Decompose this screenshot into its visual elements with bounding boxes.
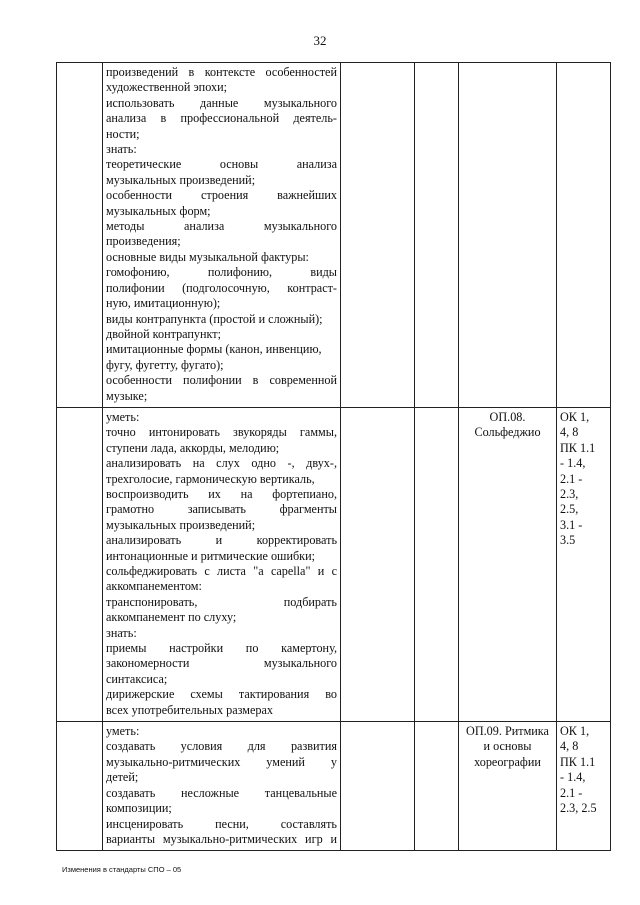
requirement-line: методы анализа музыкального: [106, 219, 337, 234]
discipline-code-line: ОП.08.: [489, 409, 526, 424]
requirement-line: уметь:: [106, 724, 140, 739]
competency-line: 3.5: [560, 533, 576, 548]
requirement-line: детей;: [106, 770, 139, 785]
index-cell: [57, 407, 103, 721]
competency-line: 2.1 -: [560, 785, 583, 800]
requirement-line: уметь:: [106, 409, 140, 424]
competency-line: ОК 1,: [560, 724, 590, 739]
competency-line: 2.1 -: [560, 471, 583, 486]
competency-line: 2.3,: [560, 486, 579, 501]
requirement-line: знать:: [106, 625, 137, 640]
requirement-line: произведения;: [106, 234, 181, 249]
discipline-code-line: ОП.09. Ритмика: [466, 724, 549, 739]
requirement-line: фугу, фугетту, фугато);: [106, 357, 224, 372]
requirement-line: двойной контрапункт;: [106, 326, 222, 341]
requirement-line: композиции;: [106, 801, 172, 816]
requirement-line: музыкальных произведений;: [106, 172, 256, 187]
hours-mandatory-cell: [415, 407, 459, 721]
table-row: [57, 407, 611, 721]
discipline-code-line: Сольфеджио: [474, 425, 541, 440]
requirement-line: анализировать и корректировать: [106, 533, 337, 548]
competencies-cell: [557, 722, 611, 851]
competency-line: 3.1 -: [560, 517, 583, 532]
hours-mandatory-cell: [415, 722, 459, 851]
requirements-cell: [103, 722, 341, 851]
requirement-line: трехголосие, гармоническую вертикаль,: [106, 471, 315, 486]
requirement-line: приемы настройки по камертону,: [106, 641, 337, 656]
competency-table: [56, 62, 611, 851]
requirement-line: транспонировать, подбирать: [106, 594, 337, 609]
requirement-line: музыкальных произведений;: [106, 517, 256, 532]
requirement-line: знать:: [106, 142, 137, 157]
discipline-code-cell: [459, 722, 557, 851]
requirement-line: создавать несложные танцевальные: [106, 785, 337, 800]
competency-line: 2.3, 2.5: [560, 801, 597, 816]
requirement-line: интонационные и ритмические ошибки;: [106, 548, 315, 563]
requirement-line: использовать данные музыкального: [106, 95, 337, 110]
requirement-line: ступени лада, аккорды, мелодию;: [106, 440, 280, 455]
competency-line: 4, 8: [560, 739, 579, 754]
requirement-line: полифонии (подголосочную, контраст-: [106, 280, 337, 295]
discipline-code-line: и основы: [483, 739, 532, 754]
competencies-cell: [557, 407, 611, 721]
requirement-line: художественной эпохи;: [106, 80, 227, 95]
requirement-line: воспроизводить их на фортепиано,: [106, 486, 337, 501]
table-row: [57, 63, 611, 408]
requirement-line: музыкальных форм;: [106, 203, 211, 218]
requirement-line: анализа в профессиональной деятель-: [106, 111, 337, 126]
competency-line: ПК 1.1: [560, 754, 596, 769]
hours-max-cell: [341, 722, 415, 851]
discipline-code-cell: [459, 407, 557, 721]
requirement-line: теоретические основы анализа: [106, 157, 337, 172]
table-row: [57, 722, 611, 851]
requirement-line: синтаксиса;: [106, 671, 168, 686]
competency-line: ОК 1,: [560, 409, 590, 424]
hours-max-cell: [341, 63, 415, 408]
requirement-line: гомофонию, полифонию, виды: [106, 265, 337, 280]
requirement-line: аккомпанементом:: [106, 579, 202, 594]
requirement-line: виды контрапункта (простой и сложный);: [106, 311, 323, 326]
hours-mandatory-cell: [415, 63, 459, 408]
page-number: 32: [313, 33, 327, 48]
hours-max-cell: [341, 407, 415, 721]
requirement-line: точно интонировать звукоряды гаммы,: [106, 425, 337, 440]
index-cell: [57, 722, 103, 851]
requirement-line: ную, имитационную);: [106, 296, 221, 311]
competency-table-container: [56, 62, 610, 846]
requirement-line: грамотно записывать фрагменты: [106, 502, 337, 517]
requirements-cell: [103, 407, 341, 721]
requirement-line: создавать условия для развития: [106, 739, 337, 754]
requirement-line: всех употребительных размерах: [106, 702, 273, 717]
requirement-line: инсценировать песни, составлять: [106, 816, 337, 831]
requirement-line: произведений в контексте особенностей: [106, 65, 337, 79]
competency-line: ПК 1.1: [560, 440, 596, 455]
footer-note: Изменения в стандарты СПО – 05: [62, 865, 182, 874]
requirement-line: музыкально-ритмических умений у: [106, 754, 337, 769]
discipline-code-cell: [459, 63, 557, 408]
index-cell: [57, 63, 103, 408]
requirement-line: варианты музыкально-ритмических игр и: [106, 831, 337, 846]
requirement-line: ности;: [106, 126, 140, 141]
competencies-cell: [557, 63, 611, 408]
competency-line: 4, 8: [560, 425, 579, 440]
discipline-code-line: хореографии: [474, 754, 541, 769]
requirements-cell: [103, 63, 341, 408]
competency-line: - 1.4,: [560, 456, 586, 471]
competency-line: - 1.4,: [560, 770, 586, 785]
requirement-line: основные виды музыкальной фактуры:: [106, 249, 309, 264]
requirement-line: музыке;: [106, 388, 148, 403]
requirement-line: дирижерские схемы тактирования во: [106, 687, 337, 702]
competency-line: 2.5,: [560, 502, 579, 517]
requirement-line: особенности строения важнейших: [106, 188, 337, 203]
requirement-line: имитационные формы (канон, инвенцию,: [106, 342, 322, 357]
requirement-line: особенности полифонии в современной: [106, 373, 337, 388]
requirement-line: сольфеджировать с листа "a capella" и с: [106, 564, 337, 578]
requirement-line: анализировать на слух одно -, двух-,: [106, 456, 337, 471]
requirement-line: аккомпанемент по слуху;: [106, 610, 237, 625]
requirement-line: закономерности музыкального: [106, 656, 337, 671]
